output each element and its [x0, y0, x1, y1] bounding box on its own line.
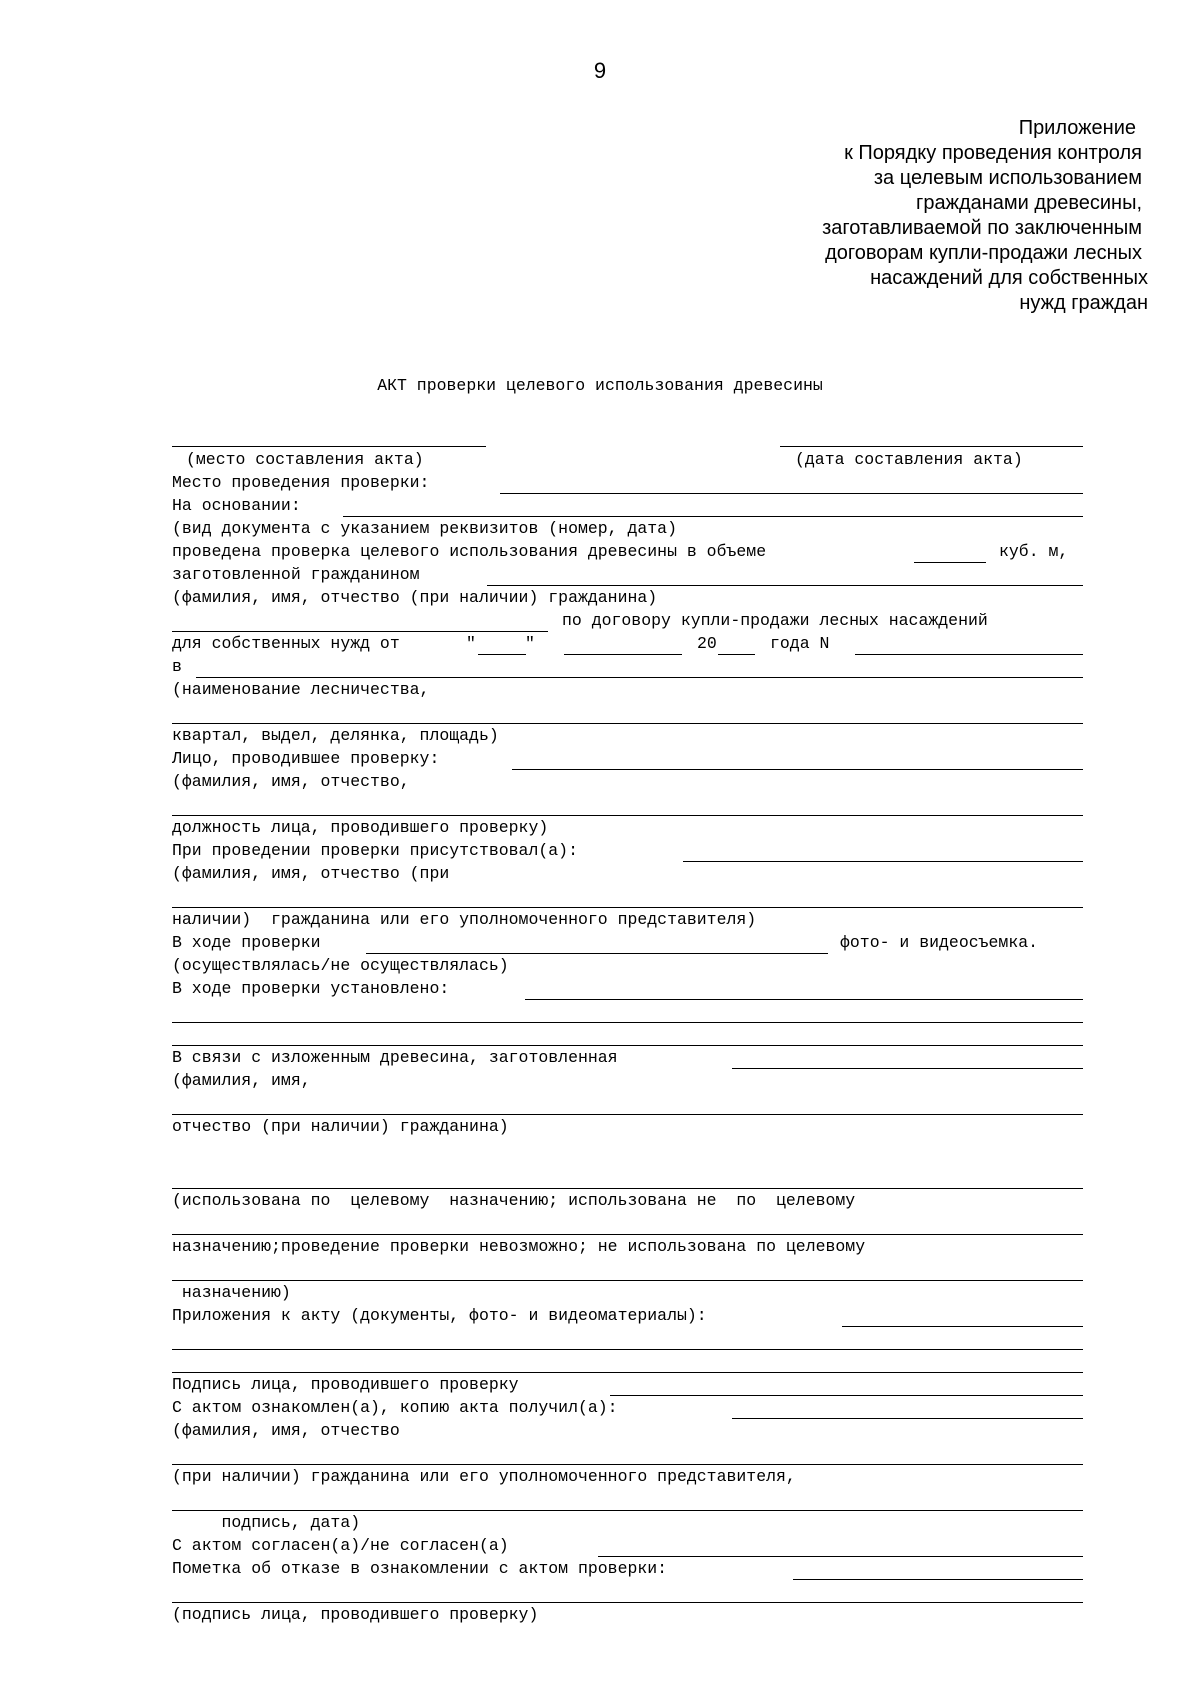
forestry-line-2[interactable]	[172, 723, 1083, 724]
established-label: В ходе проверки установлено:	[172, 979, 450, 998]
quote-open: "	[466, 634, 476, 653]
refusal-label: Пометка об отказе в ознакомлении с актом проверки:	[172, 1559, 668, 1578]
acquainted-label: С актом ознакомлен(а), копию акта получил(а):	[172, 1398, 618, 1417]
basis-label: На основании:	[172, 496, 301, 515]
inspector-hint-1: (фамилия, имя, отчество,	[172, 772, 410, 791]
usage-line-3[interactable]	[172, 1280, 1083, 1281]
page-number: 9	[593, 58, 607, 83]
appendix-line: за целевым использованием	[873, 167, 1142, 189]
inspector-line-2[interactable]	[172, 815, 1083, 816]
usage-line-2[interactable]	[172, 1234, 1083, 1235]
attachments-line-2[interactable]	[172, 1349, 1083, 1350]
usage-hint-1: (использована по целевому назначению; использована не по целевому	[172, 1191, 856, 1210]
inspector-hint-2: должность лица, проводившего проверку)	[172, 818, 549, 837]
contract-number-line[interactable]	[855, 654, 1083, 655]
appendix-line: гражданами древесины,	[916, 192, 1142, 214]
appendix-line: Приложение	[1018, 117, 1136, 139]
photo-video-label: фото- и видеосъемка.	[840, 933, 1039, 952]
place-hint: (место составления акта)	[186, 450, 424, 469]
in-connection-line[interactable]	[732, 1068, 1083, 1069]
appendix-block	[542, 116, 1148, 316]
ack-hint-1: (фамилия, имя, отчество	[172, 1421, 400, 1440]
act-title: АКТ проверки целевого использования древесины	[377, 376, 823, 395]
volume-line[interactable]	[914, 562, 986, 563]
harvested-by-label: заготовленной гражданином	[172, 565, 420, 584]
name-hint-1: (фамилия, имя,	[172, 1071, 311, 1090]
present-label: При проведении проверки присутствовал(а):	[172, 841, 578, 860]
attachments-line[interactable]	[842, 1326, 1083, 1327]
refusal-line[interactable]	[793, 1579, 1083, 1580]
name-line[interactable]	[172, 1114, 1083, 1115]
appendix-line: нужд граждан	[1019, 292, 1148, 314]
ack-hint-3: подпись, дата)	[172, 1513, 361, 1532]
attachments-line-3[interactable]	[172, 1372, 1083, 1373]
agree-line[interactable]	[598, 1556, 1083, 1557]
check-volume-label: проведена проверка целевого использования древесины в объеме	[172, 542, 767, 561]
established-line-2[interactable]	[172, 1022, 1083, 1023]
quote-close: "	[525, 634, 535, 653]
inspection-place-label: Место проведения проверки:	[172, 473, 430, 492]
signature-line[interactable]	[610, 1395, 1083, 1396]
date-field-line[interactable]	[780, 446, 1083, 447]
inspector-label: Лицо, проводившее проверку:	[172, 749, 440, 768]
inspection-place-line[interactable]	[500, 493, 1083, 494]
during-check-label: В ходе проверки	[172, 933, 321, 952]
quarter-hint: квартал, выдел, делянка, площадь)	[172, 726, 499, 745]
present-line[interactable]	[683, 861, 1083, 862]
appendix-line: насаждений для собственных	[870, 267, 1148, 289]
agree-label: С актом согласен(а)/не согласен(а)	[172, 1536, 509, 1555]
citizen-hint: (фамилия, имя, отчество (при наличии) гражданина)	[172, 588, 658, 607]
in-connection-label: В связи с изложенным древесина, заготовленная	[172, 1048, 618, 1067]
present-hint-1: (фамилия, имя, отчество (при	[172, 864, 450, 883]
signature-label: Подпись лица, проводившего проверку	[172, 1375, 519, 1394]
usage-line[interactable]	[172, 1188, 1083, 1189]
present-line-2[interactable]	[172, 907, 1083, 908]
ack-line-2[interactable]	[172, 1510, 1083, 1511]
date-hint: (дата составления акта)	[795, 450, 1023, 469]
appendix-line: заготавливаемой по заключенным	[822, 217, 1142, 239]
ack-line[interactable]	[172, 1464, 1083, 1465]
appendix-line: договорам купли-продажи лесных	[825, 242, 1142, 264]
present-hint-2: наличии) гражданина или его уполномоченного представителя)	[172, 910, 757, 929]
harvested-by-line[interactable]	[487, 585, 1083, 586]
contract-day-line[interactable]	[478, 654, 526, 655]
forestry-line[interactable]	[196, 677, 1083, 678]
usage-hint-3: назначению)	[172, 1283, 291, 1302]
contract-month-line[interactable]	[564, 654, 682, 655]
own-needs-label: для собственных нужд от	[172, 634, 400, 653]
refusal-line-2[interactable]	[172, 1602, 1083, 1603]
name-hint-2: отчество (при наличии) гражданина)	[172, 1117, 509, 1136]
in-label: в	[172, 657, 182, 676]
year-suffix: года N	[770, 634, 830, 653]
photo-video-line[interactable]	[366, 953, 828, 954]
volume-unit: куб. м,	[999, 542, 1069, 561]
place-field-line[interactable]	[172, 446, 486, 447]
year-prefix: 20	[697, 634, 717, 653]
acquainted-line[interactable]	[732, 1418, 1083, 1419]
citizen-name-line[interactable]	[172, 631, 548, 632]
forestry-hint: (наименование лесничества,	[172, 680, 430, 699]
contract-year-line[interactable]	[718, 654, 755, 655]
photo-hint: (осуществлялась/не осуществлялась)	[172, 956, 509, 975]
appendix-line: к Порядку проведения контроля	[844, 142, 1142, 164]
attachments-label: Приложения к акту (документы, фото- и видеоматериалы):	[172, 1306, 707, 1325]
inspector-line[interactable]	[512, 769, 1083, 770]
established-line-3[interactable]	[172, 1045, 1083, 1046]
basis-line[interactable]	[343, 516, 1083, 517]
refusal-hint: (подпись лица, проводившего проверку)	[172, 1605, 539, 1624]
ack-hint-2: (при наличии) гражданина или его уполномоченного представителя,	[172, 1467, 796, 1486]
basis-hint: (вид документа с указанием реквизитов (номер, дата)	[172, 519, 677, 538]
contract-label: по договору купли-продажи лесных насаждений	[562, 611, 988, 630]
established-line[interactable]	[525, 999, 1083, 1000]
usage-hint-2: назначению;проведение проверки невозможно; не использована по целевому	[172, 1237, 866, 1256]
